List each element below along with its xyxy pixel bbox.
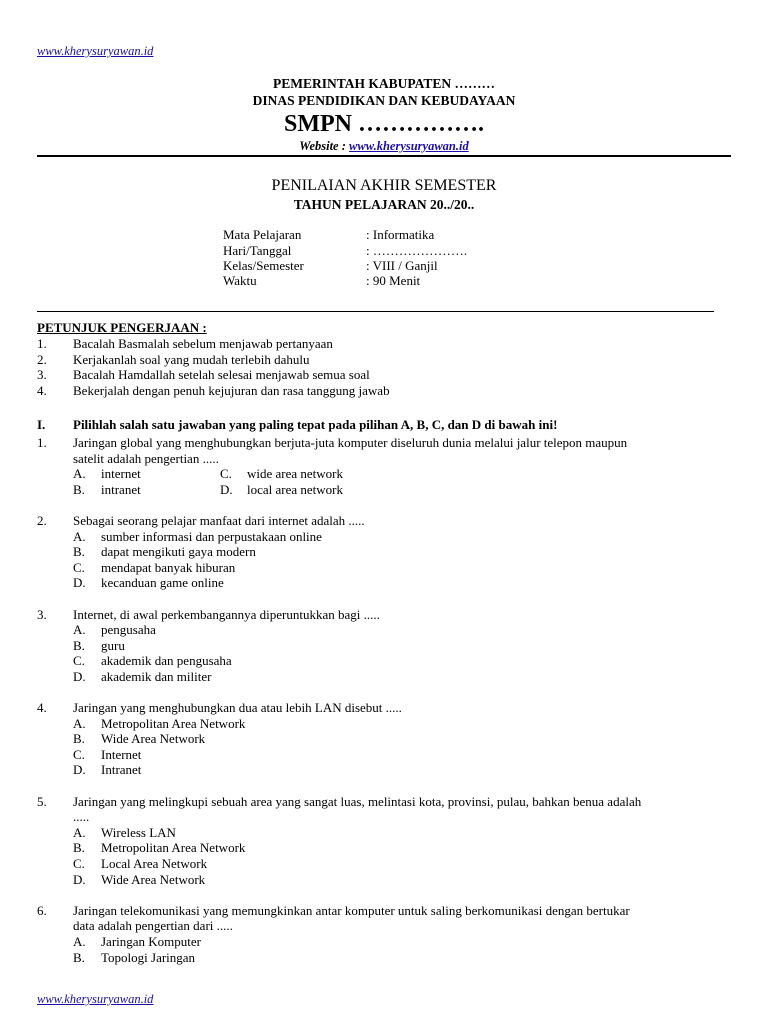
question-list	[37, 435, 737, 965]
option-text: intranet	[101, 481, 141, 497]
website-line	[0, 139, 768, 155]
instructions-list	[37, 336, 737, 398]
gov-heading: PEMERINTAH KABUPATEN ………	[272, 76, 495, 91]
option-text: Wireless LAN	[101, 824, 176, 840]
question-text: Jaringan global yang menghubungkan berjuta-juta komputer diseluruh dunia melalui jalur telepon maupun	[73, 435, 628, 450]
option-row	[37, 622, 737, 638]
option-text: Wide Area Network	[101, 731, 206, 747]
option-row	[37, 825, 737, 841]
instruction-text: Bekerjalah dengan penuh kejujuran dan rasa tanggung jawab	[73, 382, 390, 398]
option-letter: A.	[73, 934, 86, 949]
instruction-number: 1.	[37, 336, 47, 351]
meta-row	[223, 227, 543, 243]
option-row	[37, 575, 737, 591]
option-text: Topologi Jaringan	[101, 949, 196, 965]
option-text: akademik dan pengusaha	[101, 653, 232, 669]
option-row	[37, 856, 737, 872]
question-number: 6.	[37, 902, 47, 918]
option-text: akademik dan militer	[101, 668, 212, 684]
option-text: Metropolitan Area Network	[101, 840, 246, 856]
question-line	[37, 903, 737, 919]
instruction-text: Bacalah Hamdallah setelah selesai menjawab semua soal	[73, 367, 370, 383]
option-letter: A.	[73, 528, 86, 544]
question-text: Sebagai seorang pelajar manfaat dari internet adalah .....	[73, 512, 365, 528]
option-row	[37, 529, 737, 545]
meta-row	[223, 258, 543, 274]
option-text: internet	[101, 466, 141, 482]
option-row	[37, 934, 737, 950]
option-text: pengusaha	[101, 622, 156, 638]
question-text: .....	[73, 809, 90, 825]
question-line	[37, 513, 737, 529]
question-number: 5.	[37, 793, 47, 809]
option-text: Internet	[101, 746, 142, 762]
section-number: I.	[37, 417, 46, 432]
section-divider	[37, 311, 714, 312]
option-letter: C.	[73, 746, 85, 762]
question-line	[37, 451, 737, 467]
question-text: data adalah pengertian dari .....	[73, 918, 233, 934]
question-text: Internet, di awal perkembangannya diperuntukkan bagi .....	[73, 606, 380, 622]
option-letter: D.	[73, 871, 86, 887]
option-letter: C.	[73, 559, 85, 575]
option-row	[37, 762, 737, 778]
option-row	[37, 560, 737, 576]
meta-value: : Informatika	[366, 227, 435, 242]
question-number: 1.	[37, 435, 47, 450]
option-row	[37, 716, 737, 732]
option-row	[37, 872, 737, 888]
option-text: Local Area Network	[101, 856, 208, 872]
option-text: Intranet	[101, 762, 142, 778]
question-number: 4.	[37, 700, 47, 716]
option-text: kecanduan game online	[101, 575, 224, 591]
option-row	[37, 840, 737, 856]
option-text: dapat mengikuti gaya modern	[101, 544, 256, 560]
section-heading	[37, 417, 737, 433]
instruction-text: Kerjakanlah soal yang mudah terlebih dahulu	[73, 351, 310, 367]
option-letter: D.	[73, 762, 86, 778]
instruction-item	[37, 352, 737, 368]
meta-key: Kelas/Semester	[223, 258, 304, 273]
option-row	[37, 653, 737, 669]
option-letter: C.	[220, 466, 232, 482]
option-text: sumber informasi dan perpustakaan online	[101, 528, 322, 544]
instruction-item	[37, 367, 737, 383]
option-text: Wide Area Network	[101, 871, 206, 887]
section-text: Pilihlah salah satu jawaban yang paling tepat pada pilihan A, B, C, dan D di bawah ini!	[73, 417, 558, 432]
meta-value: : ………………….	[366, 243, 468, 258]
meta-value: : 90 Menit	[366, 273, 421, 288]
site-link-top[interactable]: www.kherysuryawan.id	[37, 44, 154, 58]
instruction-number: 3.	[37, 367, 47, 383]
site-link-bottom[interactable]: www.kherysuryawan.id	[37, 992, 154, 1006]
dinas-heading: DINAS PENDIDIKAN DAN KEBUDAYAAN	[252, 93, 516, 108]
instruction-number: 4.	[37, 382, 47, 398]
question-line	[37, 700, 737, 716]
option-row	[37, 544, 737, 560]
school-name: SMPN …………….	[284, 111, 484, 137]
option-letter: B.	[73, 840, 85, 856]
instruction-item	[37, 383, 737, 399]
option-row	[37, 466, 737, 482]
option-letter: B.	[73, 544, 85, 560]
question-number: 3.	[37, 606, 47, 622]
option-letter: C.	[73, 653, 85, 669]
option-letter: B.	[73, 481, 85, 497]
letterhead-divider	[37, 155, 731, 157]
option-letter: D.	[220, 481, 233, 497]
option-text: guru	[101, 637, 125, 653]
option-letter: D.	[73, 668, 86, 684]
option-letter: A.	[73, 824, 86, 840]
option-letter: B.	[73, 731, 85, 747]
option-row	[37, 638, 737, 654]
question-line	[37, 809, 737, 825]
question-line	[37, 918, 737, 934]
question-text: Jaringan yang melingkupi sebuah area yang sangat luas, melintasi kota, provinsi, pulau, bahkan benua adalah	[73, 793, 642, 809]
question-line	[37, 794, 737, 810]
instructions-heading: PETUNJUK PENGERJAAN :	[37, 320, 207, 335]
option-letter: C.	[73, 856, 85, 872]
option-letter: B.	[73, 949, 85, 965]
option-text: mendapat banyak hiburan	[101, 559, 236, 575]
exam-title: PENILAIAN AKHIR SEMESTER	[271, 177, 497, 194]
instruction-text: Bacalah Basmalah sebelum menjawab pertanyaan	[73, 336, 333, 351]
option-row	[37, 669, 737, 685]
question-line	[37, 607, 737, 623]
option-letter: A.	[73, 715, 86, 731]
question-text: Jaringan telekomunikasi yang memungkinkan antar komputer untuk saling berkomunikasi dengan bertukar	[73, 902, 630, 918]
instruction-number: 2.	[37, 351, 47, 367]
option-row	[37, 731, 737, 747]
meta-value: : VIII / Ganjil	[366, 258, 438, 273]
option-letter: A.	[73, 622, 86, 638]
instruction-item	[37, 336, 737, 352]
option-letter: D.	[73, 575, 86, 591]
website-link[interactable]: www.kherysuryawan.id	[349, 139, 469, 153]
meta-row	[223, 243, 543, 259]
question-text: satelit adalah pengertian .....	[73, 450, 219, 466]
question-text: Jaringan yang menghubungkan dua atau lebih LAN disebut .....	[73, 700, 402, 716]
option-row	[37, 482, 737, 498]
option-letter: A.	[73, 466, 86, 482]
option-text: Metropolitan Area Network	[101, 715, 246, 731]
option-row	[37, 950, 737, 966]
option-letter: B.	[73, 637, 85, 653]
question-line	[37, 435, 737, 451]
meta-key: Hari/Tanggal	[223, 243, 292, 258]
meta-key: Mata Pelajaran	[223, 227, 302, 242]
option-text: local area network	[247, 481, 344, 497]
meta-row	[223, 273, 543, 289]
option-row	[37, 747, 737, 763]
option-text: wide area network	[247, 466, 344, 482]
question-number: 2.	[37, 512, 47, 528]
website-label: Website :	[299, 139, 346, 153]
exam-year: TAHUN PELAJARAN 20../20..	[293, 197, 475, 212]
option-text: Jaringan Komputer	[101, 934, 202, 949]
meta-key: Waktu	[223, 273, 257, 288]
